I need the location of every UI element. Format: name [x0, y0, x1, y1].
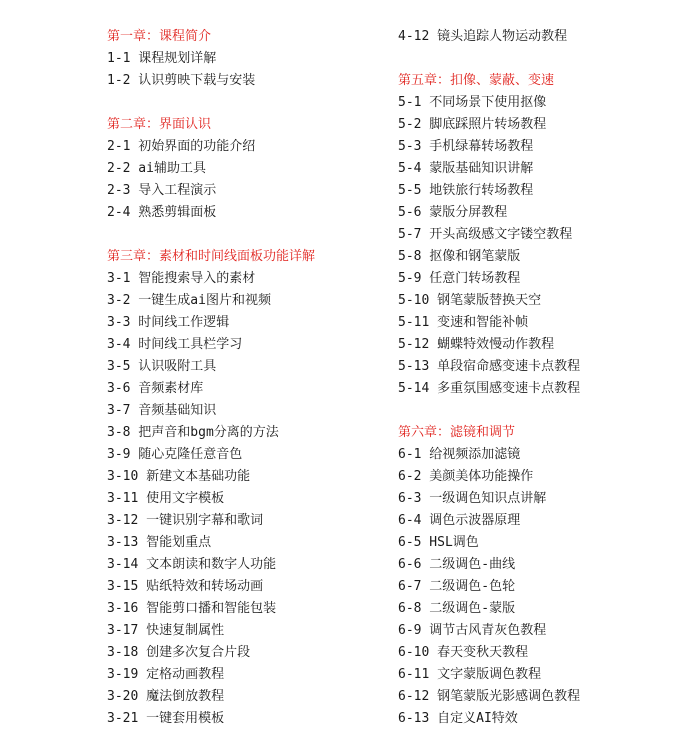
- lesson-item: 5-5 地铁旅行转场教程: [398, 183, 534, 198]
- lesson-item: 4-12 镜头追踪人物运动教程: [398, 29, 568, 44]
- lesson-item: 5-1 不同场景下使用抠像: [398, 95, 547, 110]
- lesson-item: 6-13 自定义AI特效: [398, 711, 518, 726]
- lesson-item: 6-1 给视频添加滤镜: [398, 447, 521, 462]
- section-spacer: [107, 92, 377, 114]
- lesson-item: 6-2 美颜美体功能操作: [398, 469, 534, 484]
- course-outline-right-column: [398, 26, 688, 730]
- lesson-item: 3-9 随心克隆任意音色: [107, 447, 243, 462]
- lesson-item: 1-2 认识剪映下载与安装: [107, 73, 256, 88]
- lesson-item: 5-7 开头高级感文字镂空教程: [398, 227, 573, 242]
- section-spacer: [398, 400, 688, 422]
- course-outline-left-column: [107, 26, 377, 730]
- lesson-item: 5-6 蒙版分屏教程: [398, 205, 508, 220]
- lesson-item: 3-12 一键识别字幕和歌词: [107, 513, 264, 528]
- lesson-item: 2-1 初始界面的功能介绍: [107, 139, 256, 154]
- lesson-item: 6-12 钢笔蒙版光影感调色教程: [398, 689, 581, 704]
- lesson-item: 5-14 多重氛围感变速卡点教程: [398, 381, 581, 396]
- lesson-item: 6-8 二级调色-蒙版: [398, 601, 516, 616]
- lesson-item: 5-3 手机绿幕转场教程: [398, 139, 534, 154]
- lesson-item: 6-6 二级调色-曲线: [398, 557, 516, 572]
- lesson-item: 3-19 定格动画教程: [107, 667, 225, 682]
- lesson-item: 6-10 春天变秋天教程: [398, 645, 529, 660]
- lesson-item: 3-4 时间线工具栏学习: [107, 337, 243, 352]
- chapter-heading: 第六章：滤镜和调节: [398, 425, 516, 440]
- lesson-item: 5-8 抠像和钢笔蒙版: [398, 249, 521, 264]
- lesson-item: 2-2 ai辅助工具: [107, 161, 206, 176]
- lesson-item: 3-14 文本朗读和数字人功能: [107, 557, 277, 572]
- lesson-item: 3-10 新建文本基础功能: [107, 469, 251, 484]
- lesson-item: 6-3 一级调色知识点讲解: [398, 491, 547, 506]
- lesson-item: 3-1 智能搜索导入的素材: [107, 271, 256, 286]
- lesson-item: 6-9 调节古风青灰色教程: [398, 623, 547, 638]
- lesson-item: 3-13 智能划重点: [107, 535, 212, 550]
- lesson-item: 5-13 单段宿命感变速卡点教程: [398, 359, 581, 374]
- lesson-item: 5-11 变速和智能补帧: [398, 315, 529, 330]
- lesson-item: 3-15 贴纸特效和转场动画: [107, 579, 264, 594]
- lesson-item: 5-10 钢笔蒙版替换天空: [398, 293, 542, 308]
- section-spacer: [107, 224, 377, 246]
- lesson-item: 2-4 熟悉剪辑面板: [107, 205, 217, 220]
- lesson-item: 3-6 音频素材库: [107, 381, 204, 396]
- chapter-heading: 第一章：课程简介: [107, 29, 212, 44]
- chapter-heading: 第三章：素材和时间线面板功能详解: [107, 249, 316, 264]
- lesson-item: 5-12 蝴蝶特效慢动作教程: [398, 337, 555, 352]
- lesson-item: 3-5 认识吸附工具: [107, 359, 217, 374]
- lesson-item: 3-7 音频基础知识: [107, 403, 217, 418]
- lesson-item: 5-4 蒙版基础知识讲解: [398, 161, 534, 176]
- lesson-item: 3-16 智能剪口播和智能包装: [107, 601, 277, 616]
- lesson-item: 6-7 二级调色-色轮: [398, 579, 516, 594]
- lesson-item: 2-3 导入工程演示: [107, 183, 217, 198]
- lesson-item: 3-8 把声音和bgm分离的方法: [107, 425, 279, 440]
- lesson-item: 3-11 使用文字模板: [107, 491, 225, 506]
- chapter-heading: 第二章：界面认识: [107, 117, 212, 132]
- section-spacer: [398, 48, 688, 70]
- lesson-item: 3-2 一键生成ai图片和视频: [107, 293, 271, 308]
- lesson-item: 1-1 课程规划详解: [107, 51, 217, 66]
- lesson-item: 3-3 时间线工作逻辑: [107, 315, 230, 330]
- lesson-item: 6-11 文字蒙版调色教程: [398, 667, 542, 682]
- lesson-item: 3-18 创建多次复合片段: [107, 645, 251, 660]
- lesson-item: 3-17 快速复制属性: [107, 623, 225, 638]
- lesson-item: 6-5 HSL调色: [398, 535, 479, 550]
- lesson-item: 3-21 一键套用模板: [107, 711, 225, 726]
- lesson-item: 3-20 魔法倒放教程: [107, 689, 225, 704]
- lesson-item: 6-4 调色示波器原理: [398, 513, 521, 528]
- lesson-item: 5-9 任意门转场教程: [398, 271, 521, 286]
- lesson-item: 5-2 脚底踩照片转场教程: [398, 117, 547, 132]
- chapter-heading: 第五章：扣像、蒙蔽、变速: [398, 73, 555, 88]
